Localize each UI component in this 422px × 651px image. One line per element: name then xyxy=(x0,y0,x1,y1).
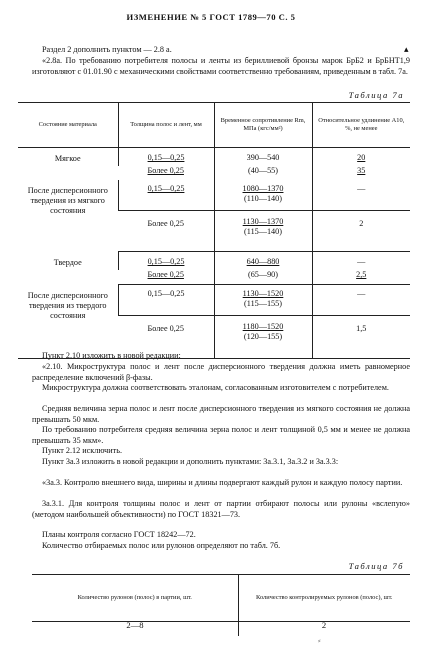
table-7a-header-row xyxy=(18,103,410,148)
elongation-cell: 35 xyxy=(357,166,366,175)
strength-cell: 640—880 xyxy=(246,257,280,266)
thickness-cell: Более 0,25 xyxy=(118,316,214,359)
table-7b-caption: Таблица 7б xyxy=(348,561,404,571)
paragraph-3a-3: «3а.3. Контролю внешнего вида, ширины и длины подвергают каждый рулон и каждую полосу партии. xyxy=(42,478,403,487)
paragraph-control-plans: Планы контроля согласно ГОСТ 18242—72. xyxy=(42,530,196,539)
elongation-cell: — xyxy=(312,285,410,316)
paragraph-3a-3-intro: Пункт 3а.3 изложить в новой редакции и дополнить пунктами: 3а.3.1, 3а.3.2 и 3а.3.3: xyxy=(42,457,339,466)
table-7a xyxy=(18,102,410,359)
condition-cell: Мягкое xyxy=(54,154,81,163)
table-row xyxy=(18,285,410,316)
thickness-cell: 0,15—0,25 xyxy=(118,285,214,316)
thickness-cell: 0,15—0,25 xyxy=(147,184,185,193)
header-batch-count: Количество рулонов (полос) в партии, шт. xyxy=(32,575,238,622)
table-7b xyxy=(32,574,410,622)
header-strength: Временное сопротивление Rm, МПа (кгс/мм²) xyxy=(214,103,312,148)
strength-cell: (65—90) xyxy=(214,270,312,285)
paragraph-sample-count: Количество отбираемых полос или рулонов определяют по табл. 7б. xyxy=(42,541,281,550)
header-condition: Состояние материала xyxy=(18,103,118,148)
condition-cell: После дисперсионного твердения из мягкого состояния xyxy=(27,186,108,215)
strength-cell: 1080—1370 xyxy=(242,184,284,193)
elongation-cell: 20 xyxy=(357,153,366,162)
table-7b-header-row xyxy=(32,575,410,622)
elongation-cell: — xyxy=(312,180,410,211)
thickness-cell: 0,15—0,25 xyxy=(147,257,185,266)
elongation-cell: 2,5 xyxy=(356,270,367,279)
condition-cell: Твердое xyxy=(53,257,82,267)
header-controlled-count: Количество контролируемых рулонов (полос), шт. xyxy=(238,575,410,622)
paragraph-microstructure: Микроструктура должна соответствовать эталонам, согласованным изготовителем с потребителем. xyxy=(42,383,389,392)
batch-count-cell: 2—8 xyxy=(126,620,144,630)
table-row xyxy=(18,180,410,211)
header-thickness: Толщина полос и лент, мм xyxy=(118,103,214,148)
elongation-cell: 2 xyxy=(312,211,410,252)
margin-mark: ▴ xyxy=(404,44,409,54)
strength-cell: 1180—1520 xyxy=(242,322,284,331)
page-header: ИЗМЕНЕНИЕ № 5 ГОСТ 1789—70 С. 5 xyxy=(126,12,296,22)
thickness-cell: Более 0,25 xyxy=(147,166,184,175)
paragraph-3a-3-1: 3а.3.1. Для контроля толщины полос и лент от партии отбирают полосы или рулоны «вслепую» (методом наибольшей объективности) по ГОСТ 18321—73. xyxy=(32,499,410,519)
paragraph-section-add: Раздел 2 дополнить пунктом — 2.8 а. xyxy=(42,45,172,54)
controlled-count-cell: 2 xyxy=(321,620,327,630)
paragraph-2-10: «2.10. Микроструктура полос и лент после дисперсионного твердения должна иметь равномерное распределение включений β-фазы. xyxy=(32,362,410,382)
thickness-cell: 0,15—0,25 xyxy=(147,153,185,162)
strength-cell-kgf: (115—155) xyxy=(244,299,282,308)
strength-cell: 1130—1520 xyxy=(242,289,284,298)
thickness-cell: Более 0,25 xyxy=(147,270,184,279)
strength-cell: 1130—1370 xyxy=(242,217,284,226)
paragraph-grain-request: По требованию потребителя средняя величина зерна полос и лент толщиной 0,5 мм и менее не должна превышать 35 мкм». xyxy=(32,425,410,445)
strength-cell-kgf: (110—140) xyxy=(244,194,282,203)
elongation-cell: 1,5 xyxy=(312,316,410,359)
paragraph-grain-size: Средняя величина зерна полос и лент после дисперсионного твердения из мягкого состояния не должна превышать 50 мкм. xyxy=(32,404,410,424)
elongation-cell: — xyxy=(312,252,410,271)
table-7a-caption: Таблица 7а xyxy=(348,90,404,100)
paragraph-2-10-intro: Пункт 2.10 изложить в новой редакции: xyxy=(42,351,181,360)
strength-cell-kgf: (115—140) xyxy=(244,227,282,236)
condition-cell: После дисперсионного твердения из твердого состояния xyxy=(27,290,108,320)
paragraph-2-8a: «2.8а. По требованию потребителя полосы и ленты из бериллиевой бронзы марок БрБ2 и БрБНТ1,9 изготовляют с 01.01.90 с механическими свойствами соответственно требованиям, приведенным в табл. 7а. xyxy=(32,56,410,76)
thickness-cell: Более 0,25 xyxy=(118,211,214,252)
table-row xyxy=(18,148,410,167)
strength-cell: (40—55) xyxy=(214,166,312,180)
strength-cell: 390—540 xyxy=(214,148,312,167)
table-row xyxy=(18,252,410,271)
corner-mark: ⸗ xyxy=(318,636,321,645)
paragraph-2-12: Пункт 2.12 исключить. xyxy=(42,446,122,455)
header-elongation: Относительное удлинение A10, %, не менее xyxy=(312,103,410,148)
strength-cell-kgf: (120—155) xyxy=(243,332,283,341)
